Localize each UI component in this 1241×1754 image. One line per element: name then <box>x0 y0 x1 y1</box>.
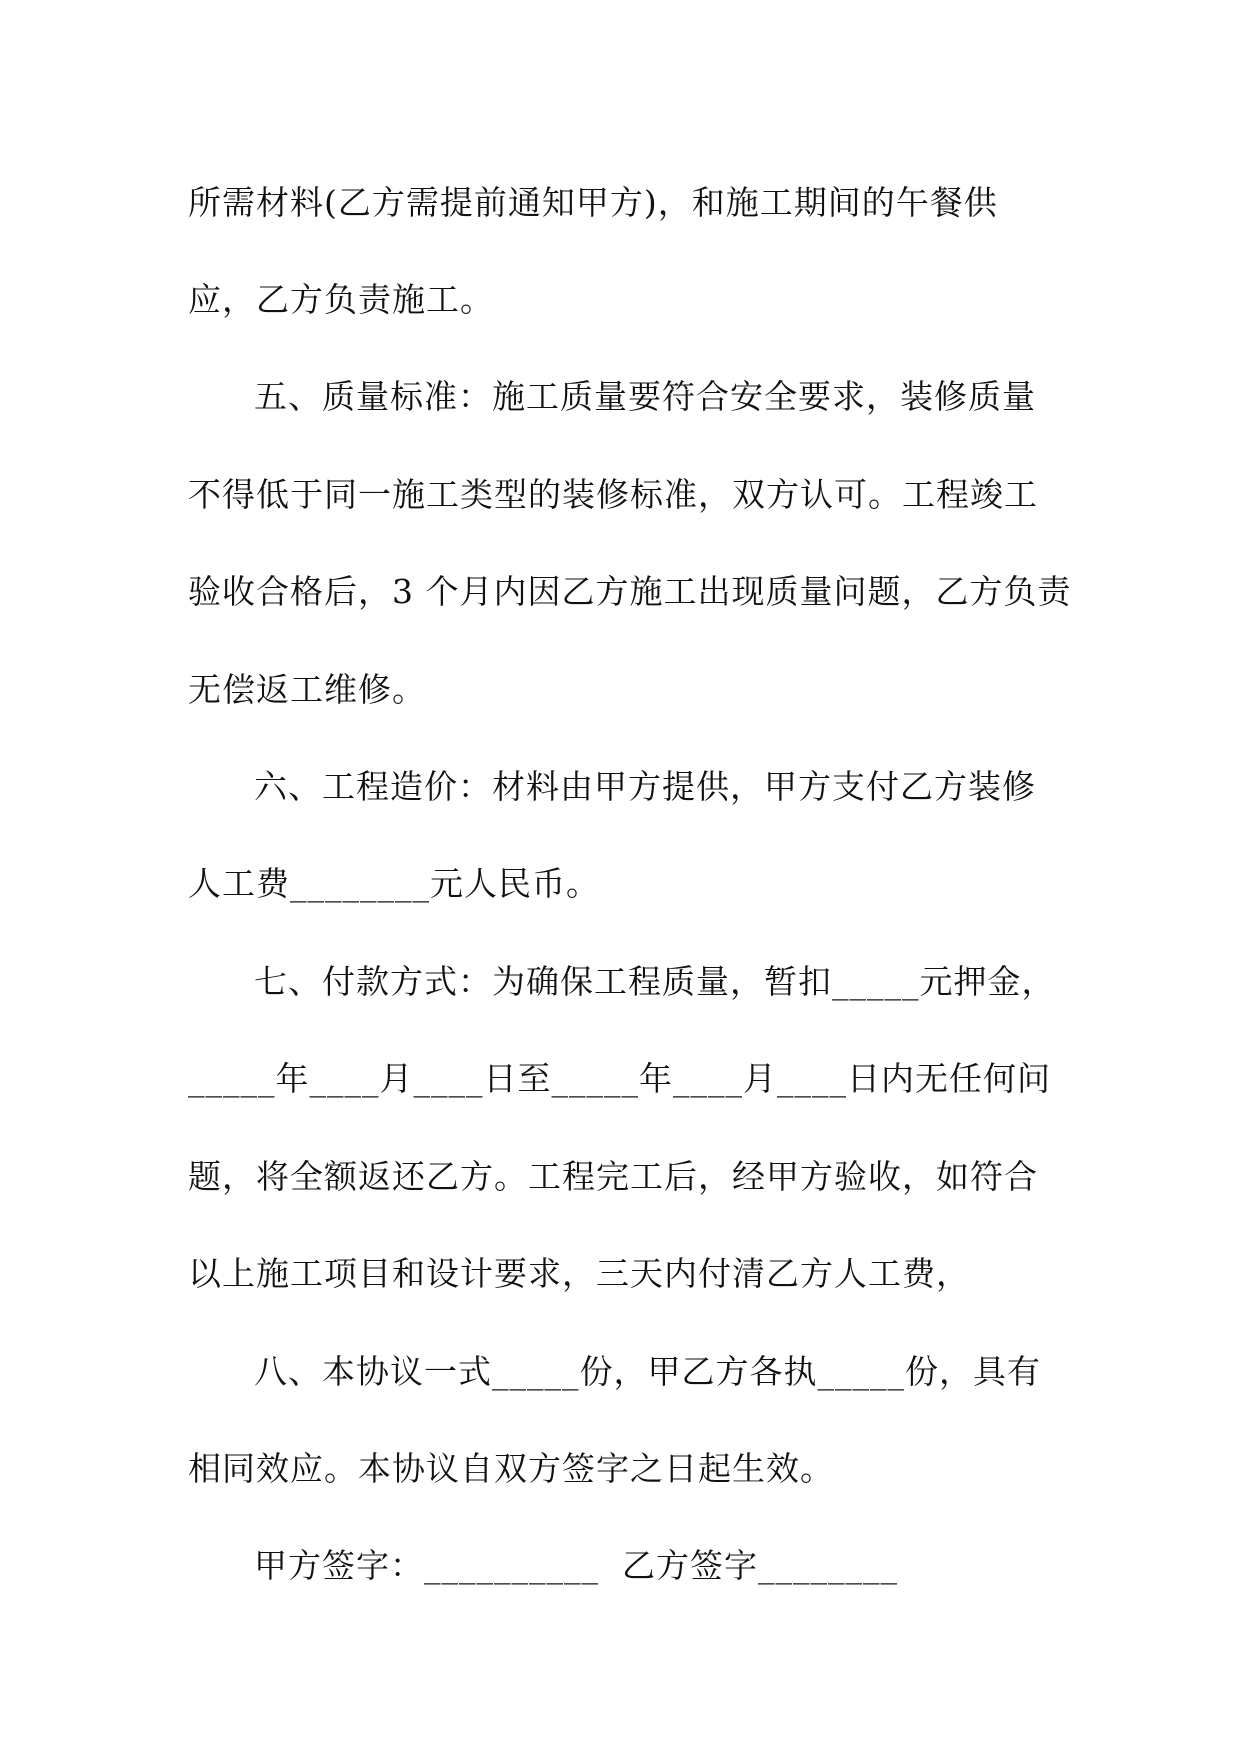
paragraph-line: 不得低于同一施工类型的装修标准，双方认可。工程竣工 <box>188 475 1038 514</box>
signature-line: 甲方签字：__________ 乙方签字________ <box>254 1546 898 1585</box>
section-7-heading-line: 七、付款方式：为确保工程质量，暂扣_____元押金， <box>254 962 1056 1001</box>
section-8-heading-line: 八、本协议一式_____份，甲乙方各执_____份，具有 <box>254 1352 1041 1391</box>
paragraph-line: 应，乙方负责施工。 <box>188 280 494 319</box>
paragraph-line: 相同效应。本协议自双方签字之日起生效。 <box>188 1449 834 1488</box>
section-6-heading-line: 六、工程造价：材料由甲方提供，甲方支付乙方装修 <box>254 767 1036 806</box>
paragraph-line: _____年____月____日至_____年____月____日内无任何问 <box>188 1059 1051 1098</box>
paragraph-line: 以上施工项目和设计要求，三天内付清乙方人工费， <box>188 1254 970 1293</box>
paragraph-line: 无偿返工维修。 <box>188 670 426 709</box>
section-5-heading-line: 五、质量标准：施工质量要符合安全要求，装修质量 <box>254 377 1036 416</box>
paragraph-line: 题，将全额返还乙方。工程完工后，经甲方验收，如符合 <box>188 1157 1038 1196</box>
paragraph-line: 验收合格后，3 个月内因乙方施工出现质量问题，乙方负责 <box>188 572 1072 611</box>
paragraph-line: 所需材料(乙方需提前通知甲方)，和施工期间的午餐供 <box>188 183 998 222</box>
paragraph-line: 人工费________元人民币。 <box>188 864 600 903</box>
